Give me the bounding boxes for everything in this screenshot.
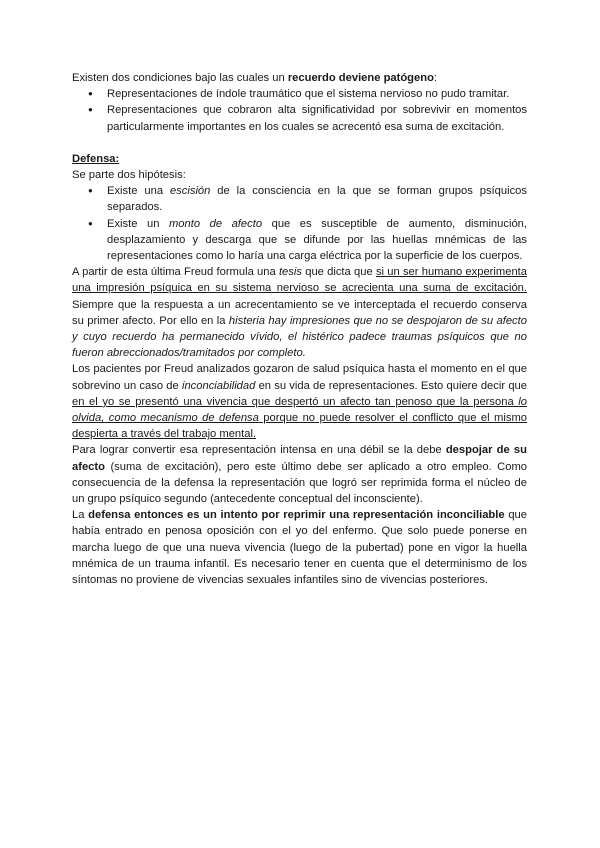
bold-text: despojar de su afecto: [72, 444, 527, 473]
paragraph-thesis: [72, 264, 527, 361]
paragraph-defensa: [72, 507, 527, 588]
underlined-text: en el yo se presentó una vivencia que despertó un afecto tan penoso que la persona: [72, 395, 519, 408]
underlined-text: si un ser humano experimenta una impresión psíquica en su sistema nervioso se acrecienta una suma de excitación.: [72, 266, 527, 295]
list-item: ● Representaciones de índole traumático que el sistema nervioso no pudo tramitar.: [72, 86, 527, 102]
text: de la consciencia en la que se forman grupos psíquicos separados.: [107, 185, 527, 214]
text: Existen dos condiciones bajo las cuales un: [72, 72, 288, 84]
document-page: [72, 70, 527, 588]
bold-text: recuerdo deviene patógeno: [287, 72, 434, 84]
section-heading: Defensa:: [72, 152, 120, 165]
paragraph-conditions: [72, 70, 527, 86]
hypotheses-list: [72, 183, 527, 264]
text: Para lograr convertir esa representación intensa en una débil se la debe: [72, 444, 446, 457]
text: en su vida de representaciones. Esto quiere decir que: [255, 379, 527, 392]
text: Existe una: [107, 185, 170, 198]
text: A partir de esta última Freud formula una: [72, 266, 279, 279]
text: La: [72, 509, 89, 522]
paragraph-intro: Se parte dos hipótesis:: [72, 169, 186, 182]
italic-text: histeria hay impresiones que no se despojaron de su afecto y cuyo recuerdo ha permanecido vívido, el histérico padece traumas psíquicos que no fueron abreccionados/tramitados por completo.: [72, 314, 527, 360]
italic-text: tesis: [278, 266, 302, 279]
text: :: [433, 72, 438, 84]
paragraph-patients: [72, 361, 527, 442]
paragraph-despojar: [72, 442, 527, 507]
list-item: ● Representaciones que cobraron alta significatividad por sobrevivir en momentos particularmente importantes en los cuales se acrecentó esa suma de excitación.: [72, 102, 527, 134]
list-item: [72, 216, 527, 265]
text: que dicta que: [301, 266, 376, 279]
text: (suma de excitación), pero este último debe ser aplicado a otro empleo. Como consecuencia de la defensa la representación que logró ser reprimida forma el núcleo de un grupo psíquico segundo (antecedente conceptual del inconsciente).: [72, 460, 527, 506]
underlined-italic-text: lo olvida, como mecanismo de defensa: [72, 395, 527, 425]
underlined-text: porque no puede resolver el conflicto que el mismo despierta a través del trabajo mental.: [72, 412, 527, 441]
list-item: [72, 183, 527, 215]
text: Existe un: [107, 217, 169, 230]
conditions-list: [72, 86, 527, 135]
text: que es susceptible de aumento, disminución, desplazamiento y descarga que se difunde por las huellas mnémicas de las representaciones como lo haría una carga eléctrica por la superficie de los cuerpos.: [107, 217, 528, 263]
bold-text: defensa entonces es un intento por reprimir una representación inconciliable: [88, 509, 505, 522]
text: Siempre que la respuesta a un acrecentamiento se ve interceptada el recuerdo conserva su primer afecto. Por ello en la: [72, 298, 527, 327]
italic-text: escisión: [169, 185, 211, 198]
text: que había entrado en penosa oposición con el yo del enfermo. Que solo puede ponerse en marcha luego de que una nueva vivencia (luego de la pubertad) pone en vigor la huella mnémica de un trauma infantil. Es necesario tener en cuenta que el determinismo de los síntomas no proviene de vivencias sexuales infantiles sino de vivencias posteriores.: [72, 509, 527, 587]
text: Los pacientes por Freud analizados gozaron de salud psíquica hasta el momento en el que sobrevino un caso de: [72, 363, 527, 392]
italic-text: monto de afecto: [168, 217, 263, 230]
italic-text: inconciabilidad: [181, 379, 256, 392]
